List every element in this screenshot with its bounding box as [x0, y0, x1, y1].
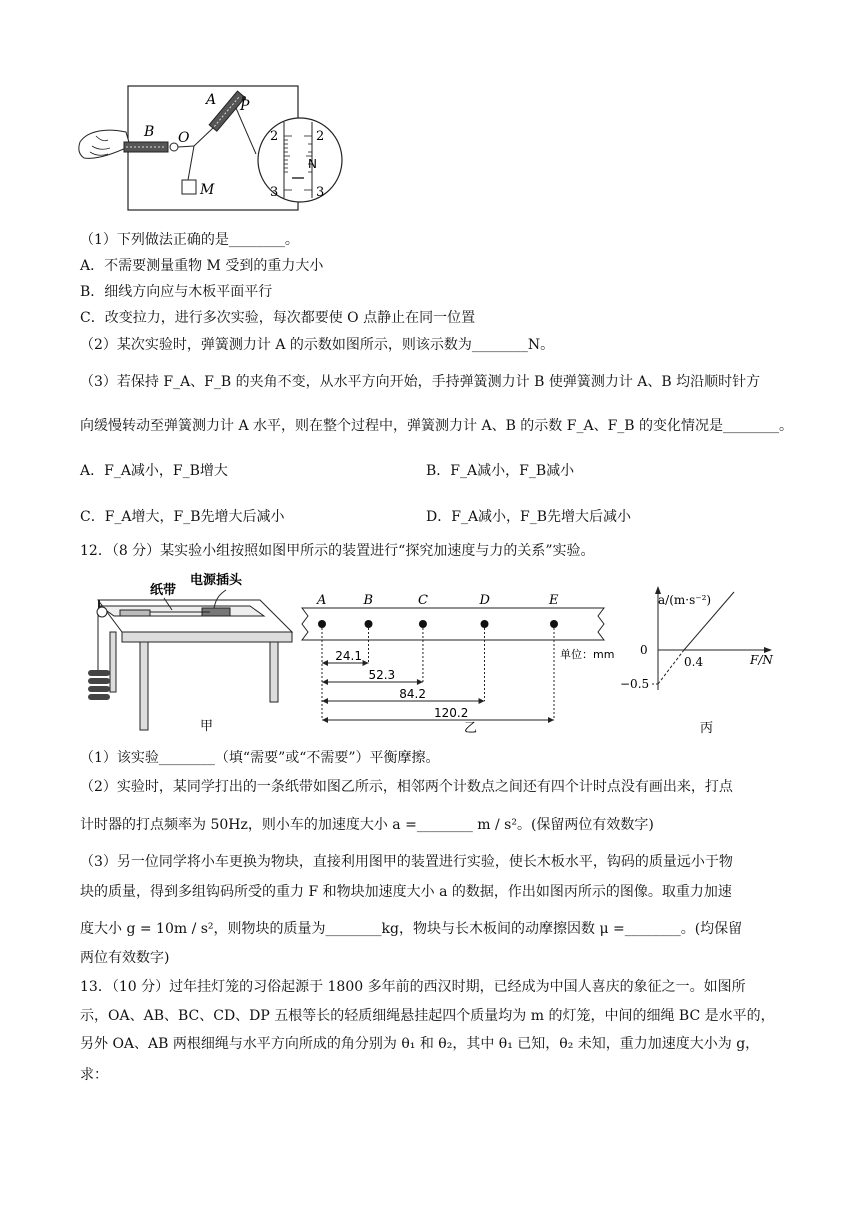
caption-jia: 甲 — [200, 719, 214, 734]
tape-point-c — [419, 620, 427, 628]
label-B: B — [144, 124, 155, 140]
tape-point-b — [365, 620, 373, 628]
graph-x-intercept: 0.4 — [684, 655, 704, 669]
q11-option-c: C．改变拉力，进行多次实验，每次都要使 O 点静止在同一位置 — [80, 310, 476, 326]
q11-part3-line2: 向缓慢转动至弹簧测力计 A 水平，则在整个过程中，弹簧测力计 A、B 的示数 F_A、F_B 的变化情况是________。 — [80, 418, 794, 434]
label-tape: 纸带 — [150, 583, 177, 598]
q13-line1: 13．（10 分）过年挂灯笼的习俗起源于 1800 多年前的西汉时期，已经成为中国人喜庆的象征之一。如图所 — [80, 979, 746, 995]
tape-arrowhead — [322, 679, 328, 685]
tape-unit: 单位：mm — [560, 648, 615, 661]
tape-point-a — [318, 620, 326, 628]
tape-arrowhead — [322, 717, 328, 723]
q11-option-a: A．不需要测量重物 M 受到的重力大小 — [80, 258, 324, 274]
caption-yi: 乙 — [464, 721, 478, 736]
tape-arrowhead — [479, 698, 485, 704]
label-O: O — [178, 130, 190, 146]
q12-part2-line2: 计时器的打点频率为 50Hz，则小车的加速度大小 a =________ m / s²。(保留两位有效数字) — [80, 817, 654, 833]
scale-top-right: 2 — [316, 129, 325, 144]
tape-point-label-b: B — [363, 593, 374, 608]
tape-point-label-e: E — [549, 593, 559, 608]
q13-line2: 示，OA、AB、BC、CD、DP 五根等长的轻质细绳悬挂起四个质量均为 m 的灯笼，中间的细绳 BC 是水平的， — [80, 1008, 775, 1024]
q13-line4: 求： — [80, 1067, 108, 1083]
q12-part3-line3: 度大小 g = 10m / s²，则物块的质量为________kg，物块与长木板间的动摩擦因数 μ =________。(均保留 — [80, 921, 743, 937]
graph-origin: 0 — [640, 643, 648, 657]
q11-part2: （2）某次实验时，弹簧测力计 A 的示数如图所示，则该示数为________N。 — [80, 337, 555, 353]
label-P: P — [240, 98, 250, 114]
q11-choice-b: B．F_A减小，F_B减小 — [426, 463, 575, 479]
figure-bing-graph — [618, 580, 788, 740]
tape-point-label-d: D — [479, 593, 490, 608]
graph-ylabel: a/(m·s⁻²) — [658, 593, 712, 607]
tape-point-label-a: A — [317, 593, 327, 608]
scale-bottom-left: 3 — [270, 185, 279, 200]
scale-unit: N — [308, 157, 317, 171]
tape-point-d — [481, 620, 489, 628]
tape-distance-1: 24.1 — [335, 649, 362, 663]
q11-choice-d: D．F_A减小，F_B先增大后减小 — [426, 509, 632, 525]
q11-choice-c: C．F_A增大，F_B先增大后减小 — [80, 509, 285, 525]
tape-distance-2: 52.3 — [368, 668, 396, 682]
figure-jia-apparatus — [80, 570, 295, 740]
spring-scale-figure — [78, 80, 348, 215]
caption-bing: 丙 — [700, 721, 714, 736]
graph-xlabel: F/N — [750, 653, 773, 667]
tape-distance-4: 120.2 — [434, 706, 469, 720]
q12-part2-line1: （2）实验时，某同学打出的一条纸带如图乙所示，相邻两个计数点之间还有四个计时点没有画出来，打点 — [80, 779, 733, 795]
q11-part1: （1）下列做法正确的是________。 — [80, 232, 299, 248]
figure-yi-tape — [298, 574, 618, 739]
label-M: M — [200, 182, 215, 198]
tape-point-label-c: C — [417, 593, 428, 608]
tape-point-e — [550, 620, 558, 628]
label-power-plug: 电源插头 — [190, 573, 243, 588]
tape-arrowhead — [548, 717, 554, 723]
tape-arrowhead — [363, 660, 369, 666]
tape-arrowhead — [417, 679, 423, 685]
q11-part3-line1: （3）若保持 F_A、F_B 的夹角不变，从水平方向开始，手持弹簧测力计 B 使弹簧测力计 A、B 均沿顺时针方 — [80, 374, 761, 390]
q11-option-b: B．细线方向应与木板平面平行 — [80, 284, 273, 300]
q12-title: 12．（8 分）某实验小组按照如图甲所示的装置进行“探究加速度与力的关系”实验。 — [80, 543, 595, 559]
scale-bottom-right: 3 — [316, 185, 325, 200]
label-A: A — [206, 92, 217, 108]
tape-arrowhead — [322, 698, 328, 704]
scale-top-left: 2 — [270, 129, 279, 144]
q12-part1: （1）该实验________（填“需要”或“不需要”）平衡摩擦。 — [80, 750, 440, 766]
q12-part3-line4: 两位有效数字) — [80, 950, 170, 966]
tape-arrowhead — [322, 660, 328, 666]
q12-part3-line1: （3）另一位同学将小车更换为物块，直接利用图甲的装置进行实验，使长木板水平，钩码的质量远小于物 — [80, 854, 733, 870]
q11-choice-a: A．F_A减小，F_B增大 — [80, 463, 228, 479]
q13-line3: 另外 OA、AB 两根细绳与水平方向所成的角分别为 θ₁ 和 θ₂，其中 θ₁ 已知，θ₂ 未知，重力加速度大小为 g， — [80, 1036, 760, 1052]
q12-part3-line2: 块的质量，得到多组钩码所受的重力 F 和物块加速度大小 a 的数据，作出如图丙所示的图像。取重力加速 — [80, 884, 732, 900]
graph-y-intercept: −0.5 — [620, 677, 650, 691]
tape-distance-3: 84.2 — [399, 687, 426, 701]
